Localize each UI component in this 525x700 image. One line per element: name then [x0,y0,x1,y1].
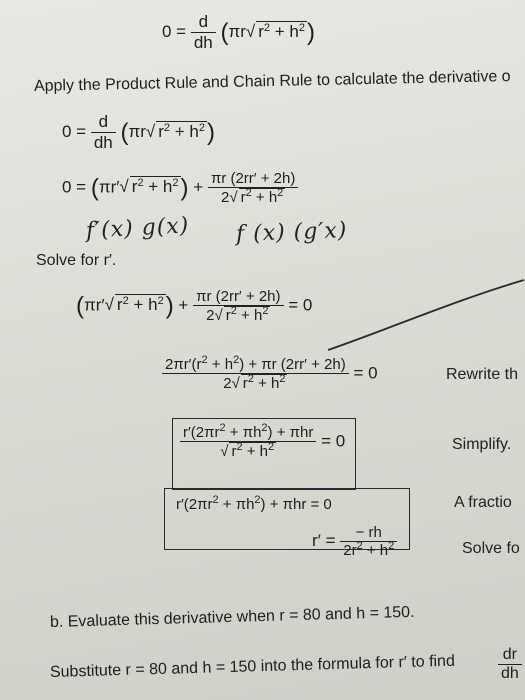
equation-4: $\frac{2\pi r'(r^2 + h^2) + \pi r (2rr' + 2h)}{2√ r^2 + h^2}$ = 0 [162,356,378,392]
top-equation: 0 = $\frac{d}{dh}$ (πr√ $r^2 + h^2$) [162,12,315,53]
equation-7: r′ = $\frac{- rh}{2r^2 + h^2}$ [312,524,397,559]
substitute-text: Substitute r = 80 and h = 150 into the formula for r′ to find [49,652,456,681]
handwritten-note-right: f (x) (g′x) [235,218,348,247]
solve-label: Solve for r′. [36,252,117,269]
equation-6: $r'(2\pi r^2 + \pi h^2) + \pi hr = 0$ [176,494,332,513]
handwritten-arrow-line [326,272,525,352]
dr-dh-fraction: $\frac{dr}{dh}$ [498,646,522,683]
side-note-rewrite: Rewrite th [446,366,519,383]
handwritten-note-left: f′(x) g(x) [85,213,190,244]
equation-3: (πr′√ $r^2 + h^2$) + $\frac{\pi r (2rr' + 2h)}{2√ r^2 + h^2}$ = 0 [76,288,312,324]
side-note-solve: Solve fo [462,540,520,557]
equation-2: 0 = (πr′√ $r^2 + h^2$) + $\frac{\pi r (2rr' + 2h)}{2√ r^2 + h^2}$ [62,170,298,206]
equation-5: $r'(2\pi r^2 + \pi h^2) + \pi hr$ √ $r^2 + h^2$ = 0 [180,424,345,460]
side-note-fraction: A fractio [454,494,512,511]
derivative-operator: $\frac{d}{dh}$ [191,12,216,53]
instruction-text: Apply the Product Rule and Chain Rule to calculate the derivative o [33,68,511,95]
equation-1: 0 = $\frac{d}{dh}$ (πr√ $r^2 + h^2$) [62,112,215,153]
side-note-simplify: Simplify. [452,436,512,453]
part-b-heading: b. Evaluate this derivative when r = 80 and h = 150. [49,603,415,631]
